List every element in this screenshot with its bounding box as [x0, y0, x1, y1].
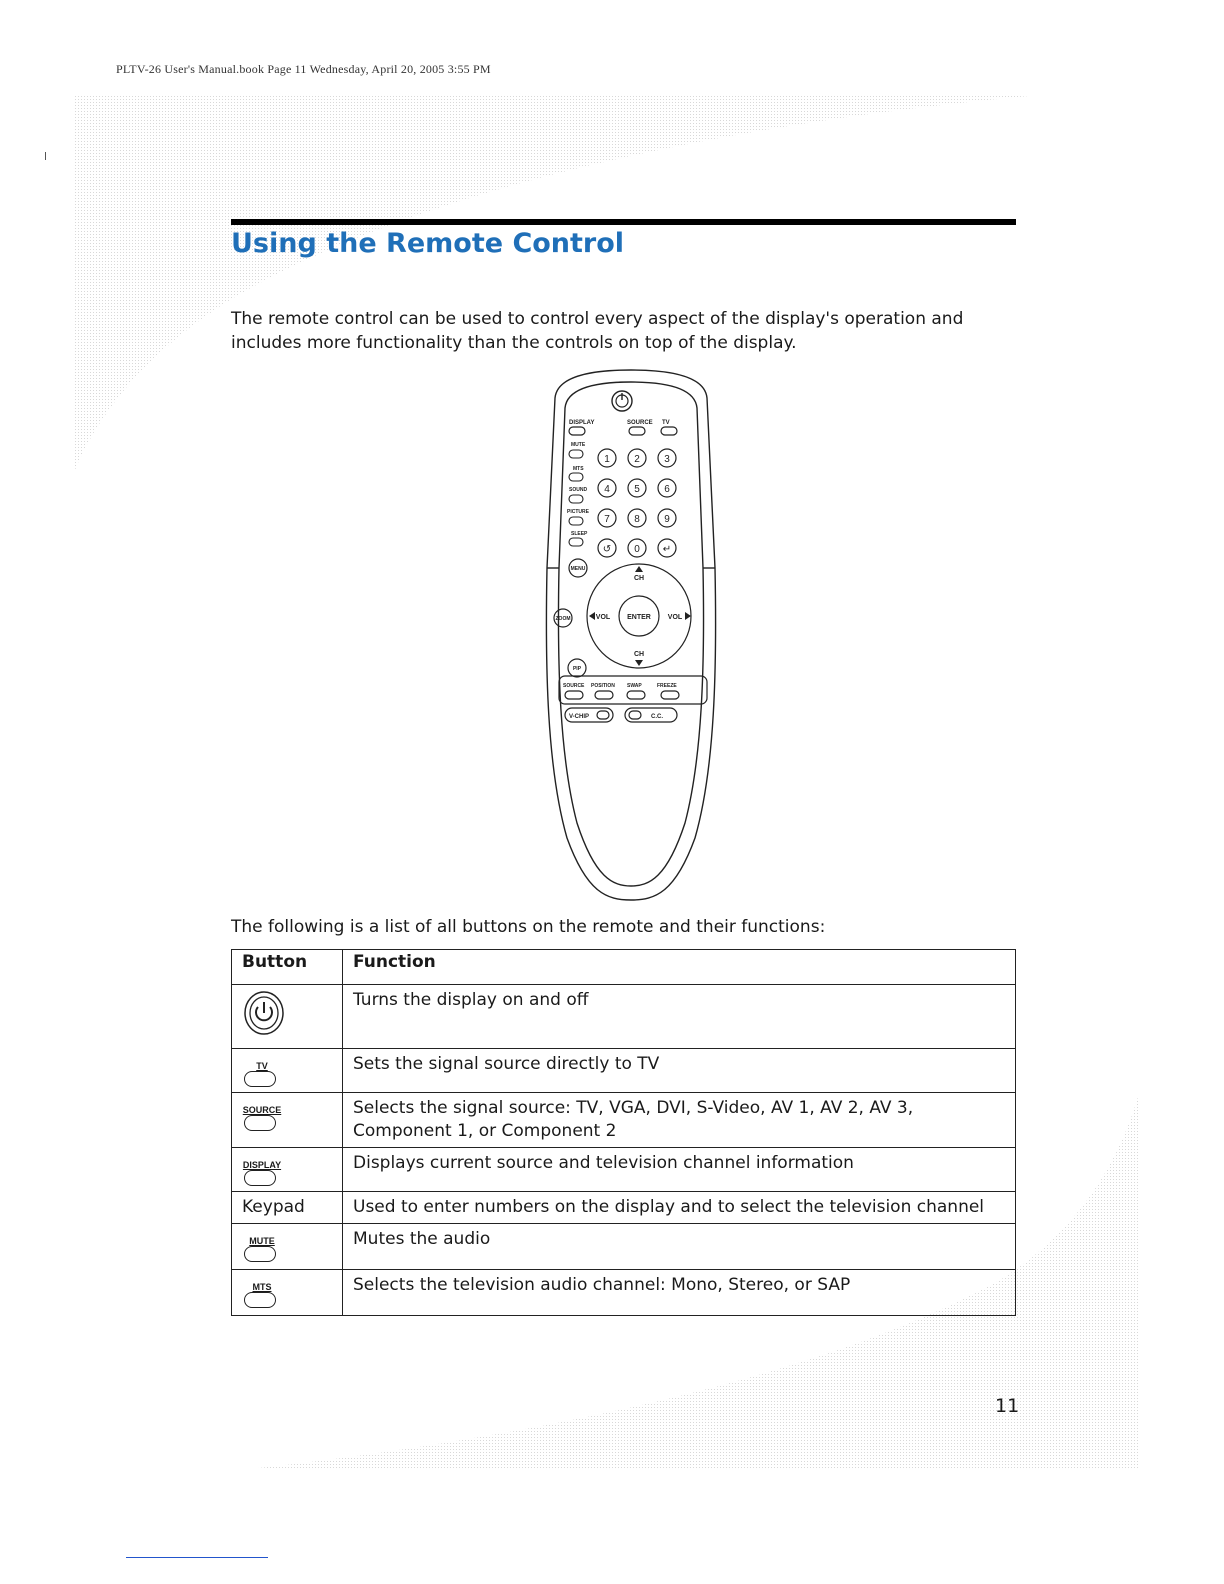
header-function: Function	[343, 950, 1016, 985]
remote-label-menu: MENU	[570, 566, 586, 572]
keypad-label: Keypad	[232, 1192, 343, 1224]
vol-down-arrow-icon	[589, 612, 595, 620]
remote-tv-button	[661, 427, 677, 435]
remote-control-illustration	[545, 368, 717, 902]
header-button: Button	[232, 950, 343, 985]
remote-label-vol-right: VOL	[667, 614, 683, 621]
remote-label-vchip: V-CHIP	[569, 714, 590, 720]
remote-label-cc: C.C.	[651, 714, 663, 720]
remote-label-sleep: SLEEP	[571, 531, 588, 537]
footer-link-line	[126, 1557, 268, 1558]
table-row	[232, 1148, 1016, 1192]
keypad-6: 6	[664, 484, 670, 495]
keypad-5: 5	[634, 484, 640, 495]
remote-label-enter: ENTER	[627, 614, 651, 621]
function-cell: Selects the signal source: TV, VGA, DVI, S-Video, AV 1, AV 2, AV 3, Component 1, or Component 2	[343, 1093, 1016, 1148]
keypad-3: 3	[664, 454, 670, 465]
title-rule	[231, 219, 1016, 225]
tv-button-icon: TV	[242, 1061, 282, 1087]
table-row	[232, 1270, 1016, 1316]
recall-icon: ↺	[602, 544, 612, 555]
remote-label-pip: PIP	[572, 666, 582, 672]
remote-label-picture: PICTURE	[567, 509, 589, 515]
function-cell: Turns the display on and off	[343, 985, 1016, 1049]
display-button-icon: DISPLAY	[242, 1160, 282, 1186]
keypad-4: 4	[604, 484, 610, 495]
remote-label-tv: TV	[662, 420, 670, 426]
page-title: Using the Remote Control	[231, 228, 625, 259]
function-cell: Sets the signal source directly to TV	[343, 1049, 1016, 1093]
remote-label-source: SOURCE	[627, 420, 653, 426]
margin-tick	[45, 152, 46, 160]
source-button-icon: SOURCE	[242, 1105, 282, 1131]
function-cell: Used to enter numbers on the display and to select the television channel	[343, 1192, 1016, 1224]
remote-label-pip-swap: SWAP	[627, 683, 642, 689]
keypad-7: 7	[604, 514, 610, 525]
table-row	[232, 1224, 1016, 1270]
buttons-table	[231, 949, 1016, 1316]
mts-button-icon: MTS	[242, 1282, 282, 1308]
power-icon	[242, 989, 286, 1037]
remote-label-vol-left: VOL	[595, 614, 611, 621]
keypad-9: 9	[664, 514, 670, 525]
keypad-0: 0	[634, 544, 640, 555]
remote-display-button	[569, 427, 585, 435]
running-header: PLTV-26 User's Manual.book Page 11 Wednesday, April 20, 2005 3:55 PM	[116, 62, 491, 76]
mute-button-icon: MUTE	[242, 1236, 282, 1262]
function-cell: Displays current source and television channel information	[343, 1148, 1016, 1192]
remote-source-button	[629, 427, 645, 435]
remote-label-zoom: ZOOM	[555, 616, 571, 622]
remote-label-pip-position: POSITION	[591, 683, 615, 689]
remote-label-sound: SOUND	[569, 487, 588, 493]
power-button	[612, 391, 632, 411]
remote-label-ch-up: CH	[633, 575, 645, 582]
vol-up-arrow-icon	[685, 612, 691, 620]
remote-label-mute: MUTE	[571, 442, 586, 448]
intro-paragraph: The remote control can be used to control every aspect of the display's operation and includes more functionality than the controls on top of the display.	[231, 309, 964, 353]
ch-down-arrow-icon	[635, 660, 643, 666]
ch-up-arrow-icon	[635, 566, 643, 572]
keypad-2: 2	[634, 454, 640, 465]
function-cell: Mutes the audio	[343, 1224, 1016, 1270]
remote-label-ch-down: CH	[633, 651, 645, 658]
remote-label-mts: MTS	[573, 466, 584, 472]
table-header-row	[232, 950, 1016, 985]
remote-label-display: DISPLAY	[569, 420, 595, 426]
page-number: 11	[995, 1395, 1020, 1417]
remote-label-pip-freeze: FREEZE	[657, 683, 677, 689]
list-intro: The following is a list of all buttons on the remote and their functions:	[231, 917, 826, 937]
table-row	[232, 1192, 1016, 1224]
remote-label-pip-source: SOURCE	[563, 683, 585, 689]
keypad-1: 1	[604, 454, 610, 465]
function-cell: Selects the television audio channel: Mono, Stereo, or SAP	[343, 1270, 1016, 1316]
table-row	[232, 1093, 1016, 1148]
keypad-8: 8	[634, 514, 640, 525]
return-icon: ↵	[662, 544, 672, 555]
table-row	[232, 1049, 1016, 1093]
table-row	[232, 985, 1016, 1049]
